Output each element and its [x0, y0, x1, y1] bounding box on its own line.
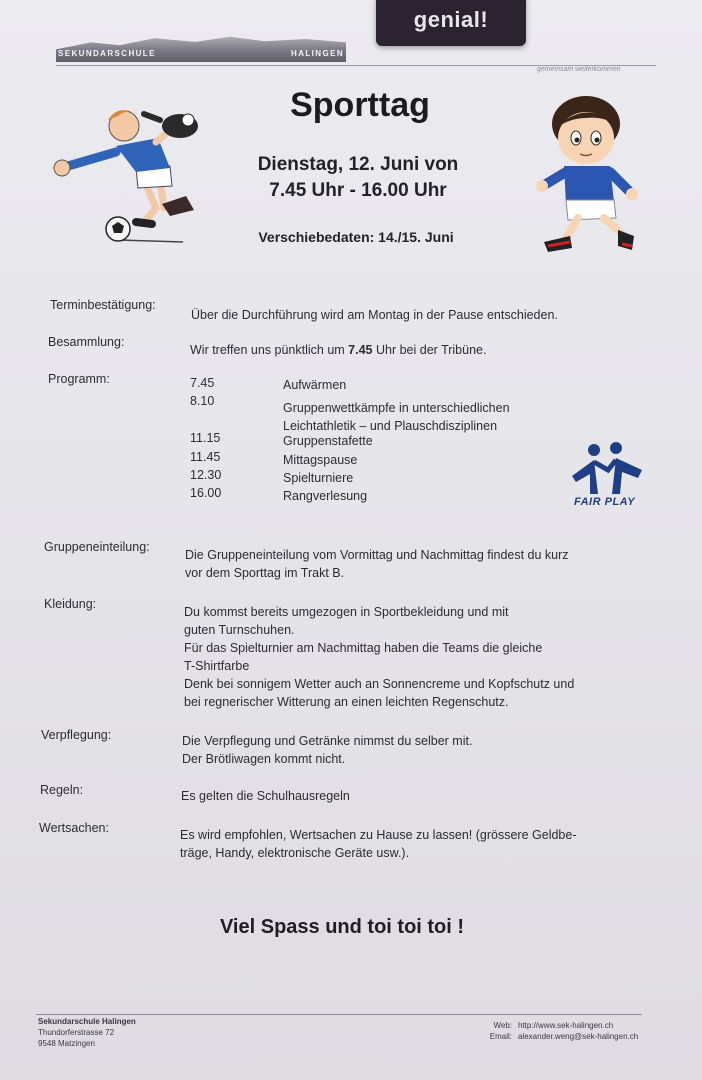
schedule-activity: Rangverlesung: [283, 489, 368, 503]
footer-street: Thundorferstrasse 72: [38, 1028, 115, 1037]
wertsachen-line: Es wird empfohlen, Wertsachen zu Hause zu lassen! (grössere Geldbe-: [180, 828, 577, 842]
school-banner-right: HALINGEN: [291, 49, 344, 58]
schedule-time: 12.30: [190, 468, 222, 482]
event-date-line-1: Dienstag, 12. Juni von: [257, 154, 459, 175]
regeln-label: Regeln:: [40, 783, 84, 797]
schedule-time: 8.10: [190, 394, 215, 408]
terminbestaetigung-label: Terminbestätigung:: [50, 298, 156, 312]
besammlung-text: [190, 341, 486, 359]
schedule-time: 7.45: [190, 376, 215, 390]
schedule-time: 11.45: [190, 450, 221, 464]
alternative-dates: Verschiebedaten: 14./15. Juni: [258, 229, 454, 245]
closing-message: Viel Spass und toi toi toi !: [219, 916, 465, 938]
verpflegung-label: Verpflegung:: [41, 728, 112, 742]
besammlung-time: 7.45: [348, 343, 373, 357]
footer-web-link[interactable]: http://www.sek-halingen.ch: [518, 1021, 614, 1030]
kleidung-text: [184, 603, 574, 711]
besammlung-label: Besammlung:: [48, 335, 125, 349]
schedule-time: 16.00: [190, 486, 222, 500]
genial-sticker: [376, 0, 526, 46]
regeln-text: Es gelten die Schulhausregeln: [181, 789, 350, 803]
wertsachen-text: [180, 826, 576, 862]
kleidung-line: T-Shirtfarbe: [184, 659, 250, 673]
footer-web-label: Web:: [493, 1021, 512, 1030]
kleidung-line: bei regnerischer Witterung an einen leichten Regenschutz.: [184, 695, 509, 709]
footer-divider: [36, 1014, 642, 1015]
footer-city: 9548 Matzingen: [38, 1039, 95, 1048]
school-banner-text: [58, 49, 344, 58]
terminbestaetigung-text: Über die Durchführung wird am Montag in der Pause entschieden.: [191, 308, 558, 322]
gruppeneinteilung-line: Die Gruppeneinteilung vom Vormittag und Nachmittag findest du kurz: [185, 548, 569, 562]
besammlung-text-before: Wir treffen uns pünktlich um: [190, 343, 349, 357]
schedule-activity: Aufwärmen: [283, 378, 347, 392]
kleidung-line: Für das Spielturnier am Nachmittag haben die Teams die gleiche: [184, 641, 543, 655]
school-banner-left: SEKUNDARSCHULE: [58, 49, 156, 58]
programm-label: Programm:: [48, 372, 110, 386]
sticker-text: genial!: [413, 7, 489, 32]
footer-email-link[interactable]: alexander.weng@sek-halingen.ch: [518, 1032, 639, 1041]
footer-email-label: Email:: [489, 1032, 512, 1041]
wertsachen-label: Wertsachen:: [39, 821, 109, 835]
schedule-time: 11.15: [190, 431, 221, 445]
gruppeneinteilung-line: vor dem Sporttag im Trakt B.: [185, 566, 345, 580]
footer-school-name: Sekundarschule Halingen: [38, 1017, 136, 1026]
gruppeneinteilung-text: [185, 546, 569, 582]
fair-play-logo-text: FAIR PLAY: [574, 496, 636, 508]
schedule-activity: Mittagspause: [283, 453, 358, 467]
kleidung-line: guten Turnschuhen.: [184, 623, 295, 637]
verpflegung-line: Die Verpflegung und Getränke nimmst du selber mit.: [182, 734, 473, 748]
schedule-activity: Gruppenwettkämpfe in unterschiedlichen: [283, 401, 510, 415]
footer-address: [38, 1016, 136, 1049]
event-date-line-2: 7.45 Uhr - 16.00 Uhr: [269, 180, 447, 201]
fair-play-logo-icon: [568, 440, 646, 500]
kleidung-line: Denk bei sonnigem Wetter auch an Sonnencreme und Kopfschutz und: [184, 677, 575, 691]
kleidung-line: Du kommst bereits umgezogen in Sportbekleidung und mit: [184, 605, 509, 619]
schedule-activity: Gruppenstafette: [283, 434, 373, 448]
verpflegung-line: Der Brötliwagen kommt nicht.: [182, 752, 346, 766]
gruppeneinteilung-label: Gruppeneinteilung:: [44, 540, 150, 554]
besammlung-text-after: Uhr bei der Tribüne.: [372, 343, 487, 357]
schedule-activity-continued: Leichtathletik – und Plauschdisziplinen: [283, 419, 498, 433]
page-title: Sporttag: [290, 86, 430, 124]
verpflegung-text: [182, 732, 472, 768]
school-motto: gemeinsam weiterkommen: [537, 66, 621, 73]
wertsachen-line: träge, Handy, elektronische Geräte usw.).: [180, 846, 410, 860]
footer-contact: [450, 1020, 638, 1042]
kleidung-label: Kleidung:: [44, 597, 97, 611]
schedule-activity: Spielturniere: [283, 471, 354, 485]
